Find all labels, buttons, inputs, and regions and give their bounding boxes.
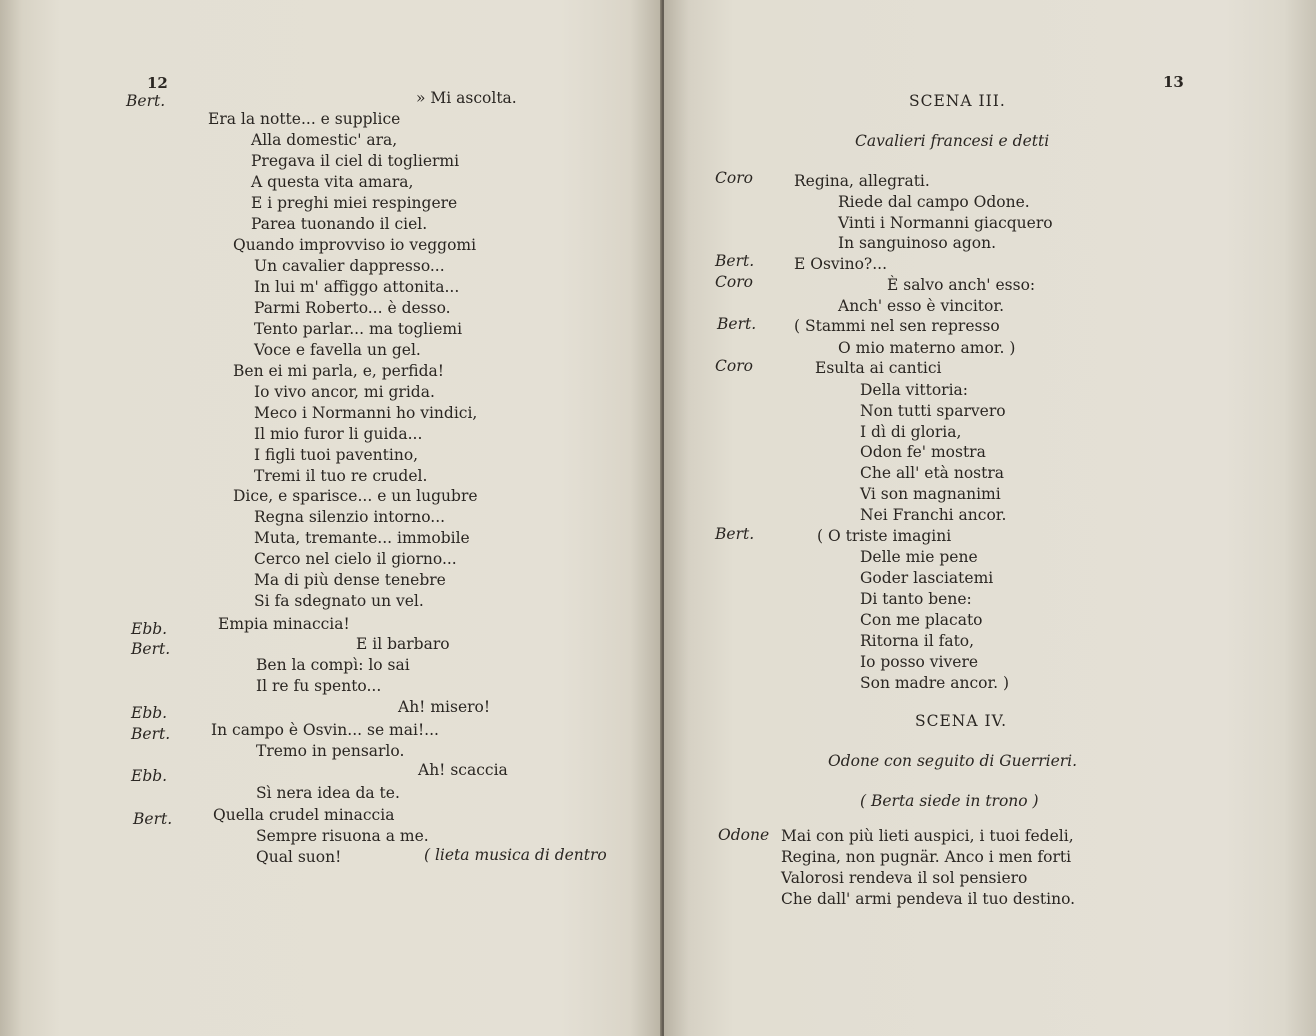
verse-line: Odon fe' mostra: [860, 443, 986, 461]
verse-line: Voce e favella un gel.: [254, 341, 421, 359]
page-number: 13: [1163, 73, 1184, 91]
verse-line: Sì nera idea da te.: [256, 784, 400, 802]
verse-line: Della vittoria:: [860, 381, 969, 399]
verse-line: Vi son magnanimi: [860, 485, 1001, 503]
verse-line: Ah! scaccia: [418, 761, 508, 779]
verse-line: Tremo in pensarlo.: [256, 742, 405, 760]
verse-line: Nei Franchi ancor.: [860, 506, 1007, 524]
verse-line: Regna silenzio intorno...: [254, 508, 446, 526]
verse-line: Riede dal campo Odone.: [838, 193, 1030, 211]
verse-line: Con me placato: [860, 611, 983, 629]
verse-line: Goder lasciatemi: [860, 569, 994, 587]
verse-line: Tremi il tuo re crudel.: [254, 467, 428, 485]
verse-line: Un cavalier dappresso...: [254, 257, 445, 275]
speaker-label: Ebb.: [131, 620, 168, 638]
speaker-label: Coro: [715, 169, 753, 187]
verse-line: Son madre ancor. ): [860, 674, 1010, 692]
speaker-label: Coro: [715, 357, 753, 375]
verse-line: È salvo anch' esso:: [887, 276, 1036, 294]
verse-line: Qual suon!: [256, 848, 342, 866]
verse-line: Io posso vivere: [860, 653, 979, 671]
stage-direction: ( Berta siede in trono ): [860, 792, 1039, 810]
verse-line: Quella crudel minaccia: [213, 806, 395, 824]
speaker-label: Odone: [718, 826, 770, 844]
verse-line: Anch' esso è vincitor.: [838, 297, 1004, 315]
verse-line: Ben la compì: lo sai: [256, 656, 410, 674]
verse-line: Cerco nel cielo il giorno...: [254, 550, 457, 568]
page-number: 12: [147, 74, 168, 92]
verse-line: Il re fu spento...: [256, 677, 382, 695]
verse-line: O mio materno amor. ): [838, 339, 1016, 357]
verse-line: E il barbaro: [356, 635, 450, 653]
speaker-label: Coro: [715, 273, 753, 291]
speaker-label: Bert.: [715, 252, 755, 270]
stage-direction: ( lieta musica di dentro: [424, 846, 607, 864]
verse-line: Ben ei mi parla, e, perfida!: [233, 362, 444, 380]
verse-line: Esulta ai cantici: [815, 359, 942, 377]
verse-line: Non tutti sparvero: [860, 402, 1006, 420]
speaker-label: Ebb.: [131, 767, 168, 785]
verse-line: Mai con più lieti auspici, i tuoi fedeli,: [781, 827, 1074, 845]
verse-line: » Mi ascolta.: [416, 89, 517, 107]
verse-line: ( O triste imagini: [817, 527, 952, 545]
verse-line: Regina, allegrati.: [794, 172, 930, 190]
verse-line: Valorosi rendeva il sol pensiero: [781, 869, 1028, 887]
speaker-label: Bert.: [133, 810, 173, 828]
scene-heading: SCENA IV.: [915, 712, 1008, 730]
verse-line: Regina, non pugnär. Anco i men forti: [781, 848, 1072, 866]
verse-line: E Osvino?...: [794, 255, 888, 273]
verse-line: Che dall' armi pendeva il tuo destino.: [781, 890, 1076, 908]
verse-line: E i preghi miei respingere: [251, 194, 458, 212]
speaker-label: Bert.: [131, 725, 171, 743]
verse-line: I figli tuoi paventino,: [254, 446, 419, 464]
verse-line: Alla domestic' ara,: [251, 131, 398, 149]
verse-line: Vinti i Normanni giacquero: [838, 214, 1053, 232]
speaker-label: Bert.: [131, 640, 171, 658]
verse-line: Tento parlar... ma togliemi: [254, 320, 463, 338]
scene-characters: Cavalieri francesi e detti: [855, 132, 1050, 150]
verse-line: Il mio furor li guida...: [254, 425, 423, 443]
verse-line: Pregava il ciel di togliermi: [251, 152, 460, 170]
verse-line: Io vivo ancor, mi grida.: [254, 383, 435, 401]
speaker-label: Ebb.: [131, 704, 168, 722]
verse-line: Che all' età nostra: [860, 464, 1005, 482]
verse-line: Meco i Normanni ho vindici,: [254, 404, 478, 422]
verse-line: Ah! misero!: [398, 698, 491, 716]
verse-line: Dice, e sparisce... e un lugubre: [233, 487, 478, 505]
verse-line: Di tanto bene:: [860, 590, 972, 608]
verse-line: Ritorna il fato,: [860, 632, 975, 650]
speaker-label: Bert.: [717, 315, 757, 333]
verse-line: A questa vita amara,: [251, 173, 414, 191]
verse-line: Sempre risuona a me.: [256, 827, 429, 845]
scene-characters: Odone con seguito di Guerrieri.: [828, 752, 1078, 770]
scene-heading: SCENA III.: [909, 92, 1006, 110]
right-page: [664, 0, 1316, 1036]
verse-line: In sanguinoso agon.: [838, 234, 997, 252]
verse-line: Muta, tremante... immobile: [254, 529, 470, 547]
verse-line: In campo è Osvin... se mai!...: [211, 721, 439, 739]
verse-line: ( Stammi nel sen represso: [794, 317, 1000, 335]
verse-line: Parmi Roberto... è desso.: [254, 299, 451, 317]
verse-line: I dì di gloria,: [860, 423, 962, 441]
speaker-label: Bert.: [715, 525, 755, 543]
verse-line: Era la notte... e supplice: [208, 110, 401, 128]
verse-line: In lui m' affiggo attonita...: [254, 278, 460, 296]
verse-line: Ma di più dense tenebre: [254, 571, 446, 589]
verse-line: Delle mie pene: [860, 548, 978, 566]
verse-line: Empia minaccia!: [218, 615, 350, 633]
verse-line: Quando improvviso io veggomi: [233, 236, 477, 254]
verse-line: Si fa sdegnato un vel.: [254, 592, 424, 610]
verse-line: Parea tuonando il ciel.: [251, 215, 428, 233]
speaker-label: Bert.: [126, 92, 166, 110]
